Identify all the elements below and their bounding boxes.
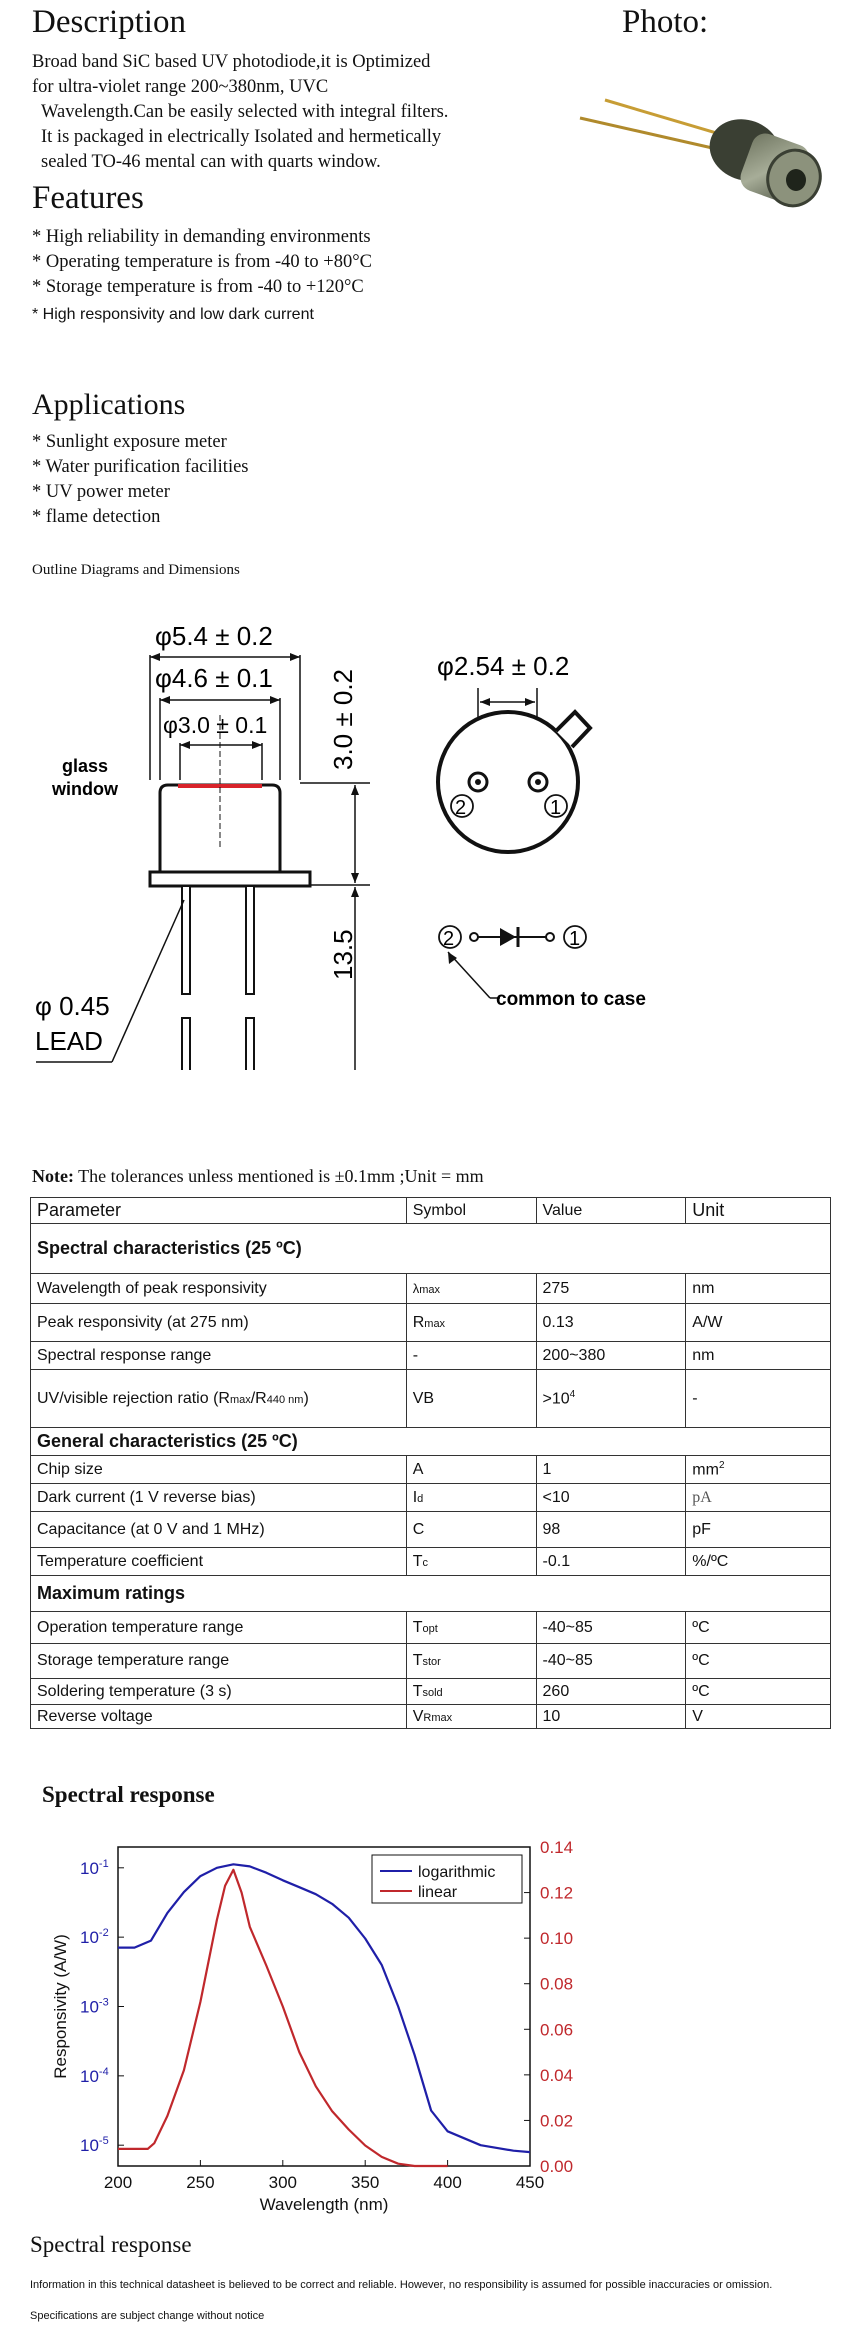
symbol-cell: C [406, 1512, 536, 1548]
section-row [31, 1428, 831, 1456]
symbol-cell: A [406, 1456, 536, 1484]
param-cell: Capacitance (at 0 V and 1 MHz) [31, 1512, 407, 1548]
note-text: The tolerances unless mentioned is ±0.1mm ;Unit = mm [73, 1166, 484, 1186]
y-left-tick-label: $10^{-2}$ [80, 1927, 109, 1948]
value-cell: <10 [536, 1484, 686, 1512]
application-item: * flame detection [32, 507, 161, 527]
symbol-cell: Tstor [406, 1644, 536, 1679]
applications-list [32, 430, 249, 530]
footer-heading: Spectral response [30, 2232, 192, 2257]
symbol-cell: - [406, 1342, 536, 1370]
spec-table [30, 1197, 831, 1729]
y-left-tick-label: $10^{-3}$ [80, 1996, 109, 2017]
param-cell: Reverse voltage [31, 1705, 407, 1729]
y-axis-label: Responsivity (A/W) [51, 1934, 70, 2079]
pin-2-label: 2 [455, 797, 467, 819]
tolerance-note [32, 1166, 484, 1187]
header-value: Value [536, 1198, 686, 1224]
param-cell: Operation temperature range [31, 1612, 407, 1644]
x-tick-label: 300 [268, 2173, 297, 2192]
y-left-tick-label: $10^{-4}$ [80, 2065, 109, 2086]
unit-cell: $mm^2$ [686, 1456, 831, 1484]
application-item: * Water purification facilities [32, 457, 249, 477]
outline-title: Outline Diagrams and Dimensions [32, 562, 240, 578]
section-general: General characteristics (25 ºC) [31, 1428, 831, 1456]
table-row [31, 1342, 831, 1370]
value-cell: -0.1 [536, 1548, 686, 1576]
value-cell: 275 [536, 1274, 686, 1304]
value-cell: 200~380 [536, 1342, 686, 1370]
dim-3-0: φ3.0 ± 0.1 [163, 712, 268, 738]
x-tick-label: 250 [186, 2173, 215, 2192]
dim-4-6: φ4.6 ± 0.1 [155, 663, 273, 693]
dim-height: 3.0 ± 0.2 [328, 668, 358, 770]
symbol-cell: Id [406, 1484, 536, 1512]
unit-cell: - [686, 1370, 831, 1428]
features-list [32, 225, 372, 327]
y-left-tick-label: $10^{-1}$ [80, 1857, 109, 1878]
x-axis-label: Wavelength (nm) [259, 2195, 389, 2214]
symbol-cell: Rmax [406, 1304, 536, 1342]
pin-1-label: 1 [550, 797, 562, 819]
value-cell: -40~85 [536, 1612, 686, 1644]
lead-diameter: φ 0.45 [35, 991, 110, 1021]
feature-item: * Storage temperature is from -40 to +120°C [32, 277, 364, 297]
unit-cell: pF [686, 1512, 831, 1548]
photo-heading: Photo: [622, 4, 709, 40]
unit-cell: %/ºC [686, 1548, 831, 1576]
footer-notice: Specifications are subject change without notice [30, 2310, 265, 2322]
param-cell: Soldering temperature (3 s) [31, 1679, 407, 1705]
application-item: * Sunlight exposure meter [32, 432, 227, 452]
note-label: Note: [32, 1166, 74, 1186]
unit-cell: A/W [686, 1304, 831, 1342]
header-unit: Unit [686, 1198, 831, 1224]
glass-window-label: window [52, 779, 118, 799]
table-row [31, 1612, 831, 1644]
table-header-row [31, 1198, 831, 1224]
spectral-response-chart [0, 1820, 860, 2220]
param-cell: UV/visible rejection ratio (Rmax/R440 nm) [31, 1370, 407, 1428]
symbol-cell: Topt [406, 1612, 536, 1644]
unit-cell: nm [686, 1342, 831, 1370]
description-line: sealed TO-46 mental can with quarts window. [41, 152, 381, 172]
param-cell: Storage temperature range [31, 1644, 407, 1679]
dim-5-4: φ5.4 ± 0.2 [155, 621, 273, 651]
description-line: for ultra-violet range 200~380nm, UVC [32, 77, 329, 97]
table-row [31, 1705, 831, 1729]
symbol-cell: VB [406, 1370, 536, 1428]
features-heading: Features [32, 180, 144, 216]
table-row [31, 1456, 831, 1484]
value-cell: 0.13 [536, 1304, 686, 1342]
dim-lead-length: 13.5 [328, 929, 358, 980]
param-cell: Wavelength of peak responsivity [31, 1274, 407, 1304]
description-line: It is packaged in electrically Isolated and hermetically [41, 127, 442, 147]
legend-label: linear [418, 1884, 458, 1901]
symbol-cell: λmax [406, 1274, 536, 1304]
symbol-cell: VRmax [406, 1705, 536, 1729]
table-row [31, 1370, 831, 1428]
unit-cell: ºC [686, 1644, 831, 1679]
section-spectral: Spectral characteristics (25 ºC) [31, 1224, 831, 1274]
param-cell: Temperature coefficient [31, 1548, 407, 1576]
value-cell: 10 [536, 1705, 686, 1729]
y-right-tick-label: 0.00 [540, 2157, 574, 2176]
symbol-cell: Tc [406, 1548, 536, 1576]
table-row [31, 1548, 831, 1576]
description-line: Broad band SiC based UV photodiode,it is Optimized [32, 52, 431, 72]
param-cell: Chip size [31, 1456, 407, 1484]
table-row [31, 1512, 831, 1548]
application-item: * UV power meter [32, 482, 170, 502]
y-left-tick-label: $10^{-5}$ [80, 2135, 109, 2156]
y-right-tick-label: 0.06 [540, 2020, 574, 2040]
value-cell: 98 [536, 1512, 686, 1548]
schematic-pin-2: 2 [443, 928, 455, 950]
feature-item: * Operating temperature is from -40 to +80°C [32, 252, 372, 272]
schematic-pin-1: 1 [569, 928, 581, 950]
section-row [31, 1576, 831, 1612]
description-line: Wavelength.Can be easily selected with integral filters. [41, 102, 449, 122]
y-right-tick-label: 0.10 [540, 1929, 574, 1949]
unit-cell: ºC [686, 1612, 831, 1644]
outline-diagram [0, 600, 860, 1070]
param-cell: Peak responsivity (at 275 nm) [31, 1304, 407, 1342]
unit-cell: nm [686, 1274, 831, 1304]
table-row [31, 1644, 831, 1679]
y-right-tick-label: 0.14 [540, 1838, 574, 1857]
header-symbol: Symbol [406, 1198, 536, 1224]
unit-cell: ºC [686, 1679, 831, 1705]
y-right-tick-label: 0.02 [540, 2111, 574, 2131]
applications-heading: Applications [32, 388, 186, 421]
feature-item: * High reliability in demanding environments [32, 227, 371, 247]
table-row [31, 1304, 831, 1342]
header-parameter: Parameter [31, 1198, 407, 1224]
pin-pitch: φ2.54 ± 0.2 [437, 651, 570, 681]
section-row [31, 1224, 831, 1274]
legend-label: logarithmic [418, 1864, 496, 1881]
y-right-tick-label: 0.04 [540, 2065, 574, 2085]
glass-window-label: glass [62, 756, 109, 776]
value-cell: 260 [536, 1679, 686, 1705]
x-tick-label: 350 [351, 2173, 380, 2192]
value-cell: 1 [536, 1456, 686, 1484]
description-heading: Description [32, 4, 186, 40]
feature-item: * High responsivity and low dark current [32, 306, 314, 323]
param-cell: Dark current (1 V reverse bias) [31, 1484, 407, 1512]
product-photo [540, 60, 830, 260]
x-tick-label: 400 [433, 2173, 462, 2192]
table-row [31, 1679, 831, 1705]
lead-label: LEAD [35, 1026, 103, 1056]
table-row [31, 1484, 831, 1512]
unit-cell: V [686, 1705, 831, 1729]
value-cell: $>10^4$ [536, 1370, 686, 1428]
symbol-cell: Tsold [406, 1679, 536, 1705]
common-to-case-label: common to case [496, 989, 646, 1010]
x-tick-label: 200 [103, 2173, 133, 2192]
section-max-ratings: Maximum ratings [31, 1576, 831, 1612]
param-cell: Spectral response range [31, 1342, 407, 1370]
y-right-tick-label: 0.08 [540, 1974, 574, 1994]
footer-disclaimer: Information in this technical datasheet is believed to be correct and reliable. However, no responsibility is assumed for possible inaccuracies or omission. [30, 2279, 773, 2291]
x-tick-label: 450 [515, 2173, 545, 2192]
unit-cell: pA [686, 1484, 831, 1512]
value-cell: -40~85 [536, 1644, 686, 1679]
table-row [31, 1274, 831, 1304]
chart-title: Spectral response [42, 1782, 215, 1807]
description-text [32, 50, 448, 175]
y-right-tick-label: 0.12 [540, 1883, 574, 1903]
